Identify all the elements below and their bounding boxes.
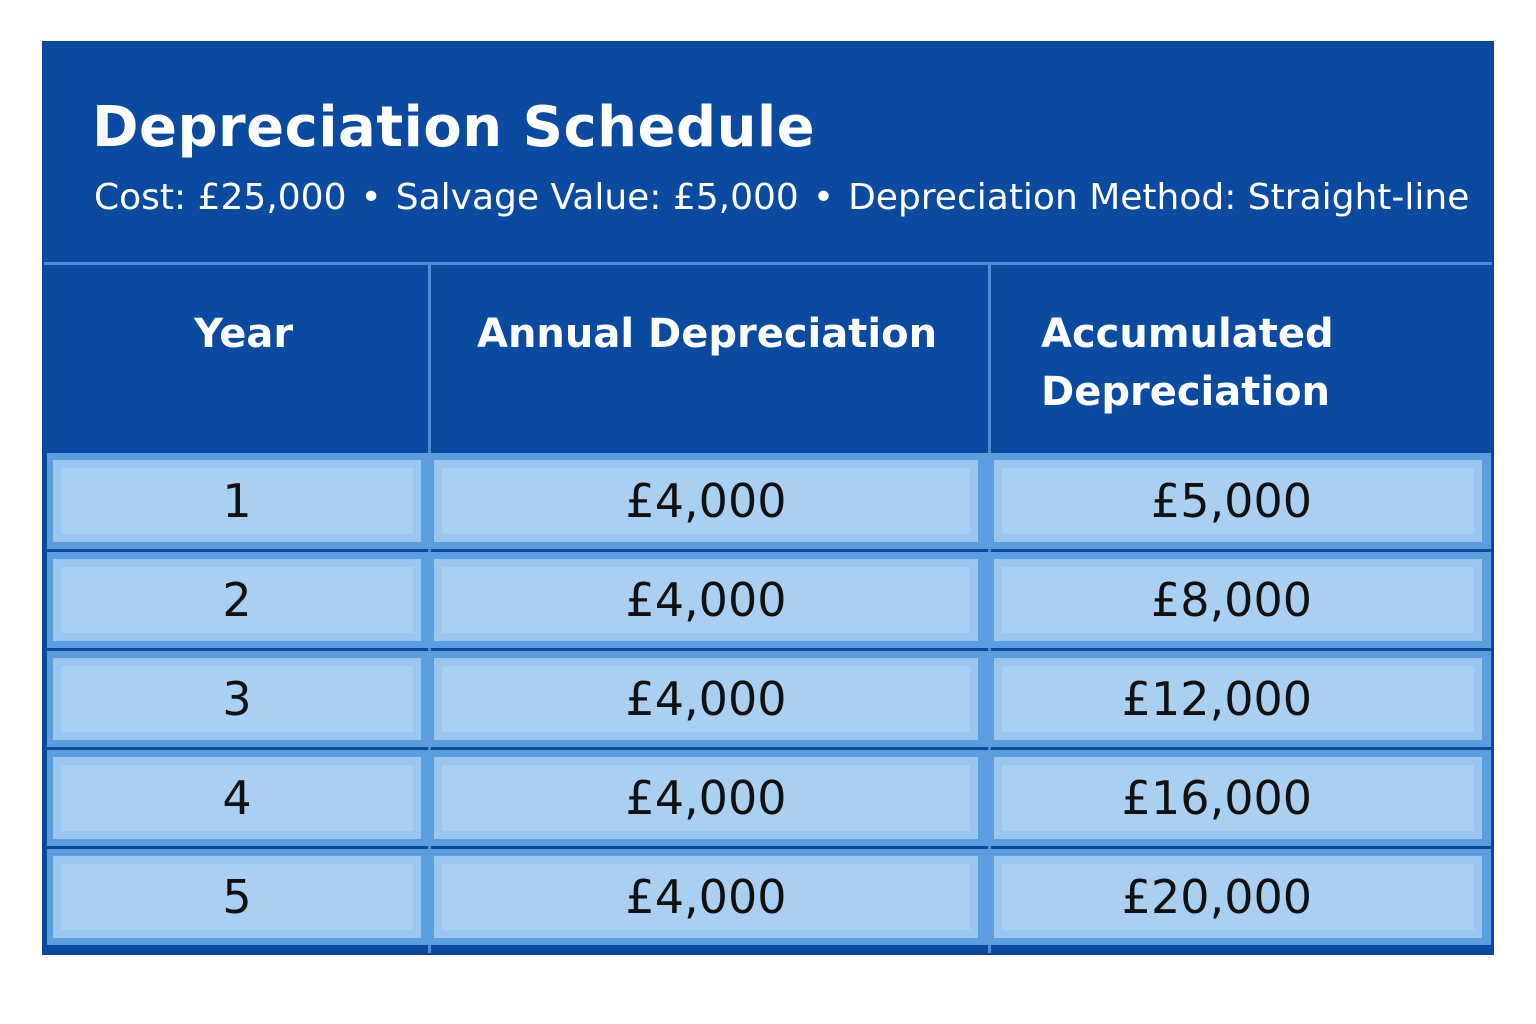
method-text: Depreciation Method: Straight-line — [848, 177, 1470, 218]
table-row — [47, 552, 1491, 648]
salvage-text: Salvage Value: £5,000 — [395, 177, 799, 218]
table-row — [47, 453, 1491, 549]
table-row — [47, 651, 1491, 747]
table-row — [47, 750, 1491, 846]
page-title: Depreciation Schedule — [92, 95, 816, 160]
column-header-label: Accumulated — [1041, 311, 1334, 357]
year-cell: 2 — [53, 559, 421, 641]
year-cell: 4 — [53, 757, 421, 839]
annual-depreciation-cell: £4,000 — [434, 559, 978, 641]
cost-text: Cost: £25,000 — [94, 177, 347, 218]
annual-depreciation-cell: £4,000 — [434, 460, 978, 542]
annual-depreciation-cell: £4,000 — [434, 658, 978, 740]
table-row — [47, 849, 1491, 945]
accumulated-depreciation-cell: £20,000 — [994, 856, 1482, 938]
asset-summary — [94, 177, 1469, 218]
accumulated-depreciation-cell: £5,000 — [994, 460, 1482, 542]
column-header-annual — [431, 265, 988, 452]
year-cell: 5 — [53, 856, 421, 938]
annual-depreciation-cell: £4,000 — [434, 757, 978, 839]
column-header-accumulated — [991, 265, 1492, 452]
column-header-year — [44, 265, 428, 452]
accumulated-depreciation-cell: £16,000 — [994, 757, 1482, 839]
column-header-label: Depreciation — [1041, 369, 1331, 415]
separator-dot: • — [812, 177, 835, 218]
separator-dot: • — [360, 177, 382, 218]
table-header — [44, 43, 1492, 265]
year-cell: 3 — [53, 658, 421, 740]
depreciation-table-card — [42, 41, 1494, 955]
accumulated-depreciation-cell: £8,000 — [994, 559, 1482, 641]
year-cell: 1 — [53, 460, 421, 542]
accumulated-depreciation-cell: £12,000 — [994, 658, 1482, 740]
column-header-label: Year — [194, 311, 294, 357]
column-header-label: Annual Depreciation — [477, 311, 938, 357]
annual-depreciation-cell: £4,000 — [434, 856, 978, 938]
